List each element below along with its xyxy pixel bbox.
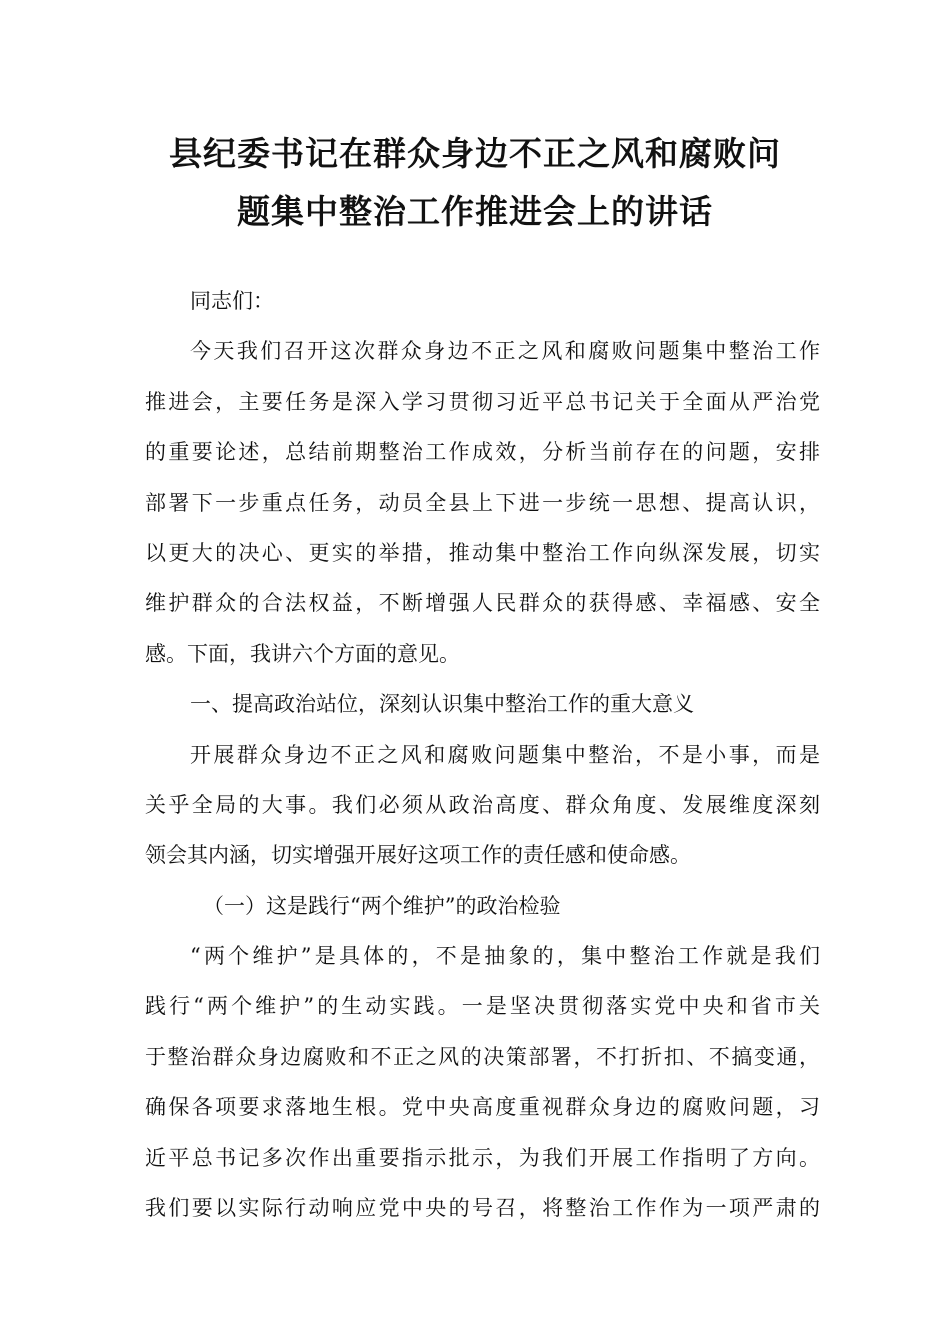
paragraph-3-line-6: 我们要以实际行动响应党中央的号召，将整治工作作为一项严肃的: [145, 1196, 820, 1221]
paragraph-3-line-2: 践行“两个维护”的生动实践。一是坚决贯彻落实党中央和省市关: [145, 994, 820, 1019]
paragraph-2-line-1: 开展群众身边不正之风和腐败问题集中整治，不是小事，而是: [190, 742, 820, 767]
paragraph-1-line-1: 今天我们召开这次群众身边不正之风和腐败问题集中整治工作: [190, 339, 820, 364]
paragraph-2-line-3: 领会其内涵，切实增强开展好这项工作的责任感和使命感。: [145, 843, 691, 868]
paragraph-2-line-2: 关乎全局的大事。我们必须从政治高度、群众角度、发展维度深刻: [145, 792, 820, 817]
salutation: 同志们：: [190, 289, 274, 313]
document-title: [120, 125, 830, 241]
paragraph-1-line-7: 感。下面，我讲六个方面的意见。: [145, 641, 460, 666]
document-body: [145, 276, 820, 1233]
paragraph-1-line-6: 维护群众的合法权益，不断增强人民群众的获得感、幸福感、安全: [145, 591, 820, 616]
title-line-1: 县纪委书记在群众身边不正之风和腐败问: [169, 134, 781, 173]
title-line-2: 题集中整治工作推进会上的讲话: [237, 192, 713, 231]
paragraph-1-line-5: 以更大的决心、更实的举措，推动集中整治工作向纵深发展，切实: [145, 540, 820, 565]
paragraph-3-line-1: “两个维护”是具体的，不是抽象的，集中整治工作就是我们: [190, 944, 820, 969]
paragraph-1-line-3: 的重要论述，总结前期整治工作成效，分析当前存在的问题，安排: [145, 440, 820, 465]
subsection-heading-1: （一）这是践行“两个维护”的政治检验: [203, 893, 561, 918]
paragraph-1-line-4: 部署下一步重点任务，动员全县上下进一步统一思想、提高认识，: [145, 490, 820, 515]
section-heading-1: 一、提高政治站位，深刻认识集中整治工作的重大意义: [190, 692, 694, 717]
paragraph-3-line-5: 近平总书记多次作出重要指示批示，为我们开展工作指明了方向。: [145, 1145, 820, 1170]
paragraph-1-line-2: 推进会，主要任务是深入学习贯彻习近平总书记关于全面从严治党: [145, 389, 820, 414]
paragraph-3-line-3: 于整治群众身边腐败和不正之风的决策部署，不打折扣、不搞变通，: [145, 1044, 820, 1069]
paragraph-3-line-4: 确保各项要求落地生根。党中央高度重视群众身边的腐败问题，习: [145, 1095, 820, 1120]
